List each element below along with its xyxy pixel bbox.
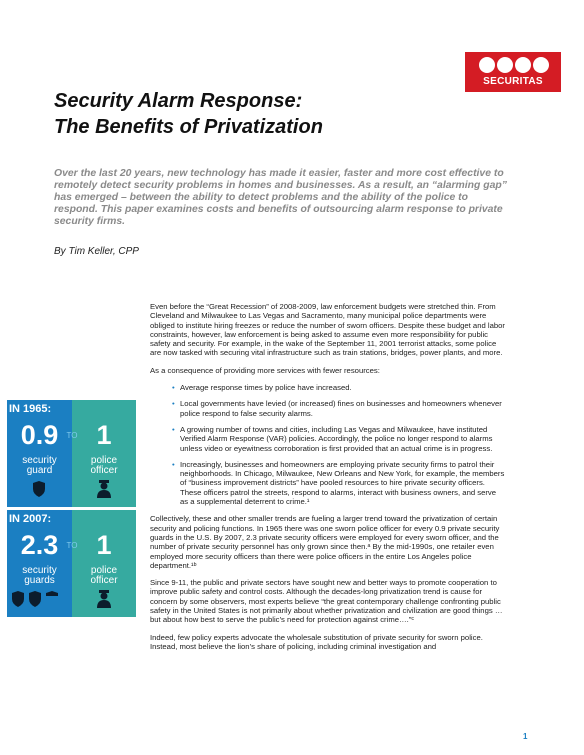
officer-label: police officer xyxy=(90,565,118,586)
guard-ratio-value: 2.3 xyxy=(20,530,59,560)
police-officer-icon xyxy=(97,590,111,608)
to-label: TO xyxy=(66,431,78,440)
officer-icons xyxy=(72,590,136,608)
shield-icon xyxy=(12,591,24,607)
guard-ratio-infographic xyxy=(7,400,136,617)
partial-shield-icon xyxy=(46,591,58,596)
panel-1965 xyxy=(7,400,136,507)
guard-ratio-value: 0.9 xyxy=(20,420,59,450)
guard-label: security guards xyxy=(22,565,57,586)
panel-2007 xyxy=(7,510,136,617)
intro-paragraph: Over the last 20 years, new technology has made it easier, faster and more cost effective to remotely detect security problems in homes and businesses. As a result, an “alarming gap” has emerged – between the ability to detect problems and the ability of the police to respond. This paper examines costs and benefits of outsourcing alarm response to private security firms. xyxy=(54,168,507,227)
shield-icon xyxy=(33,481,45,497)
guard-label: security guard xyxy=(22,455,57,476)
byline: By Tim Keller, CPP xyxy=(54,246,139,257)
securitas-logo xyxy=(465,52,561,92)
panel-year: IN 2007: xyxy=(9,513,52,525)
list-item: • A growing number of towns and cities, including Las Vegas and Milwaukee, have instituted Verified Alarm Response (VAR) policies. Accordingly, the police no longer respond to alarms unless video or eyewitness corroboration is first provided that an actual crime is in progress. xyxy=(172,425,506,453)
page-number: 1 xyxy=(523,732,528,741)
list-item: • Local governments have levied (or increased) fines on businesses and homeowners whenever police respond to false security alarms. xyxy=(172,399,506,418)
logo-wordmark: SECURITAS xyxy=(483,76,543,87)
officer-ratio-value: 1 xyxy=(96,420,112,450)
guard-icons xyxy=(7,590,72,608)
title-line-2: The Benefits of Privatization xyxy=(54,116,323,138)
body-paragraph-2: As a consequence of providing more services with fewer resources: xyxy=(150,365,380,375)
body-paragraph-3: Collectively, these and other smaller trends are fueling a larger trend toward the privatization of certain security and policing functions. In 1965 there was one sworn police officer for every 0.9 private security guards in the U.S. By 2007, 2.3 private security officers were employed for every sworn officer, and the number of private security personnel has only grown since then.ᵃ By the mid-1990s, one retailer even employed more security officers than there were police officers in the entire Los Angeles police department.¹ᵇ xyxy=(150,514,500,570)
officer-label: police officer xyxy=(90,455,118,476)
page-title xyxy=(54,88,323,140)
list-item: • Increasingly, businesses and homeowners are employing private security firms to patrol their neighborhoods. In Chicago, Milwaukee, New Orleans and New York, for example, the members of “business improvement districts” have pooled resources to hire private security officers. These officers patrol the streets, respond to alarms, interact with business owners, and serve as a supplemental deterrent to crime.¹ xyxy=(172,460,506,506)
police-officer-icon xyxy=(97,480,111,498)
consequence-list xyxy=(150,383,506,506)
title-line-1: Security Alarm Response: xyxy=(54,90,303,112)
body-text xyxy=(150,302,506,659)
body-paragraph-1: Even before the “Great Recession” of 2008-2009, law enforcement budgets were stretched thin. From Cleveland and Milwaukee to Las Vegas and Sacramento, many municipal police departments were obliged to institute hiring freezes or reduce the number of sworn officers. Despite these budget and labor constraints, however, law enforcement is being asked to assume even more responsibility for public safety and security. For example, in the wake of the September 11, 2001 terrorist attacks, some police are now tasked with securing vital infrastructure such as train stations, bridges, power plants, and more. xyxy=(150,302,505,358)
officer-icons xyxy=(72,480,136,498)
shield-icon xyxy=(29,591,41,607)
guard-icons xyxy=(7,480,72,498)
logo-dots xyxy=(479,57,549,73)
body-paragraph-5: Indeed, few policy experts advocate the wholesale substitution of private security for sworn police. Instead, most believe the lion’s share of policing, including criminal investigation and xyxy=(150,632,483,651)
to-label: TO xyxy=(66,541,78,550)
body-paragraph-4: Since 9-11, the public and private sectors have sought new and better ways to promote cooperation to improve public safety and control costs. Although the decades-long privatization trend is cause for concern by some observers, most experts believe “the great contemporary challenge confronting public safety in the United States is not primarily about whether privatization and civilization are good things … but about how best to serve the public’s need for protection against crime….”ᶜ xyxy=(150,578,503,625)
list-item: • Average response times by police have increased. xyxy=(172,383,506,392)
officer-ratio-value: 1 xyxy=(96,530,112,560)
panel-year: IN 1965: xyxy=(9,403,52,415)
